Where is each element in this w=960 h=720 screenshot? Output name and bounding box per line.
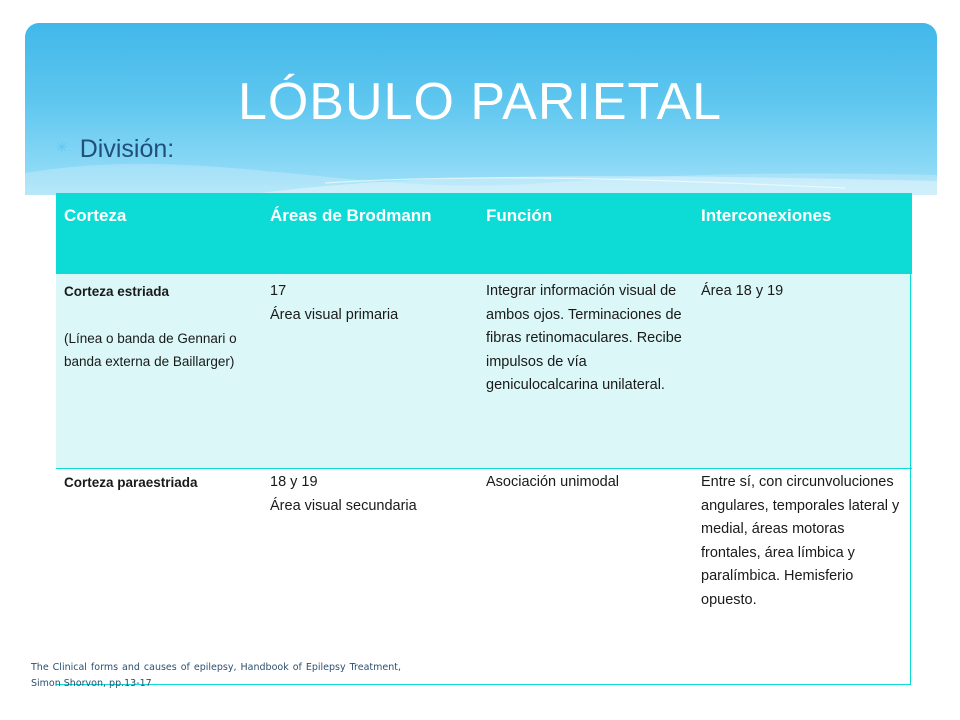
- table-row: [56, 274, 912, 469]
- area-name: Área visual primaria: [270, 306, 399, 323]
- cell-area: [262, 274, 478, 469]
- table-row: [56, 469, 912, 690]
- cell-funcion: Asociación unimodal: [478, 469, 693, 690]
- corteza-name: Corteza paraestriada: [64, 475, 198, 490]
- cell-interconexiones: Área 18 y 19: [693, 274, 912, 469]
- cell-funcion: Integrar información visual de ambos ojos. Terminaciones de fibras retinomaculares. Recibe impulsos de vía geniculocalcarina unilateral.: [478, 274, 693, 469]
- header-funcion: Función: [478, 193, 693, 274]
- cell-corteza: [56, 274, 262, 469]
- cell-area: [262, 469, 478, 690]
- area-number: 17: [270, 283, 287, 299]
- slide-title: LÓBULO PARIETAL: [237, 73, 723, 131]
- subtitle: [56, 135, 174, 164]
- subtitle-text: División:: [79, 135, 175, 163]
- header-corteza: Corteza: [56, 193, 262, 274]
- bullet-icon: ✳: [56, 139, 68, 155]
- corteza-name: Corteza estriada: [64, 284, 170, 299]
- corteza-note: (Línea o banda de Gennari o banda externa de Baillarger): [64, 330, 237, 369]
- area-name: Área visual secundaria: [270, 497, 417, 514]
- division-table: [56, 193, 912, 689]
- area-number: 18 y 19: [270, 474, 318, 490]
- cell-corteza: [56, 469, 262, 690]
- source-citation: The Clinical forms and causes of epilepsy, Handbook of Epilepsy Treatment, Simon Shorvon, pp.13-17: [31, 662, 401, 689]
- header-areas-brodmann: Áreas de Brodmann: [262, 193, 478, 274]
- cell-interconexiones: Entre sí, con circunvoluciones angulares, temporales lateral y medial, áreas motoras frontales, área límbica y paralímbica. Hemisferio opuesto.: [693, 469, 912, 690]
- table-header-row: [56, 193, 912, 274]
- header-interconexiones: Interconexiones: [693, 193, 912, 274]
